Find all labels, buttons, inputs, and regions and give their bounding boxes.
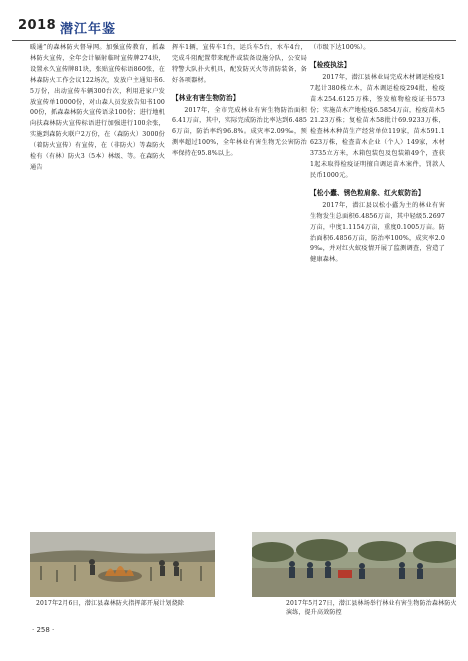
column-1-paragraph: 暖通”的森林防火督导网。加强宣传教育，抓森林防火宣传，全年会计辐射临时宣传牌274块，设置永久宣传牌81块，张贴宣传标语860张，在林森防火工作会议122场次，发放户主通知书6.5万份，出动宣传车辆300台次，利用进家户发放宣传单10000份，对山森人员发放告知书10000份，抓森森林防火宣传语录100份；进行地机向扶森林防火宣传标语进行加强进行100余张，实施到森防火联户2万份，在（森防火）3000份（着防火宣传）有宣传，在（非防火）等森防火检有（有林）防火3（5本）林级、等。在森防火通告 xyxy=(30,44,165,171)
yearbook-title: 潜江年鉴 xyxy=(60,22,117,37)
photo-caption-1: 2017年2月6日，潜江县森林防火指挥部开展计划烧除 xyxy=(36,600,185,607)
section-body: 2017年，潜江县林业局完成木材调运检疫17起计380株立木，苗木调运检疫294批，检疫苗木254.6125万株，签发植物检疫证书573份；实施苗木产地检疫6.5854万亩，检疫苗木521.23万株；复检苗木58批计69.9233万株，检查林木种苗生产经营单位119家，苗木591.1623万株，检查苗木企业（个人）149家，木材3735立方米，木箱包装包及包装箱49个，查获1起未取得检疫证明擅自调运苗木案件，罚款人民币1000元。 xyxy=(310,73,445,179)
photo-caption-2: 2017年5月27日，潜江县林场举行林业有害生物防治森林防火演练，提升高效防控 xyxy=(286,600,457,616)
photo-forest-drill xyxy=(252,532,456,661)
text-column-3 xyxy=(310,43,445,266)
text-column-2 xyxy=(172,43,307,160)
yearbook-year: 2018 xyxy=(18,18,57,33)
header-rule xyxy=(12,40,456,41)
photo-controlled-burn xyxy=(30,532,215,661)
section-pine-beetle xyxy=(310,188,445,266)
section-body: 2017年，全市完成林业有害生物防治面积6.41万亩，其中，实际完成防治比率达到6.4856万亩，防治率约96.8%。成灾率2.09‰，预测率超过100%，全年林业有害生物无公害防治率保持在95.8%以上。 xyxy=(172,106,307,158)
section-quarantine xyxy=(310,60,445,182)
section-pest-control xyxy=(172,93,307,160)
column-3-intro: （市级下达100%）。 xyxy=(310,44,370,51)
page-header xyxy=(12,15,456,37)
section-heading: 【检疫执法】 xyxy=(310,60,351,69)
text-column-1 xyxy=(30,43,165,174)
section-body: 2017年，潜江县以松小蠹为主的林业有害生物发生总面积6.4856万亩，其中轻级5.2697万亩，中度1.1154万亩，重度0.1005万亩。防治面积6.4856万亩，防治率100%，成灾率2.09‰，并对红火蚁疫情开展了监测调查，营造了健康森林。 xyxy=(310,201,445,264)
section-heading: 【林业有害生物防治】 xyxy=(172,93,240,102)
page-number: · 258 · xyxy=(32,626,55,634)
section-heading: 【松小蠹、锈色粒肩象、红火蚁防治】 xyxy=(310,188,425,197)
column-2-intro: 挥车1辆，宣传车1台，运兵车5台，水车4台，完成斗阻配置带来配件或装备设施分队，公安局特警大队扑火机具，配发防灭火等消防装备，备好各项器材。 xyxy=(172,44,307,84)
